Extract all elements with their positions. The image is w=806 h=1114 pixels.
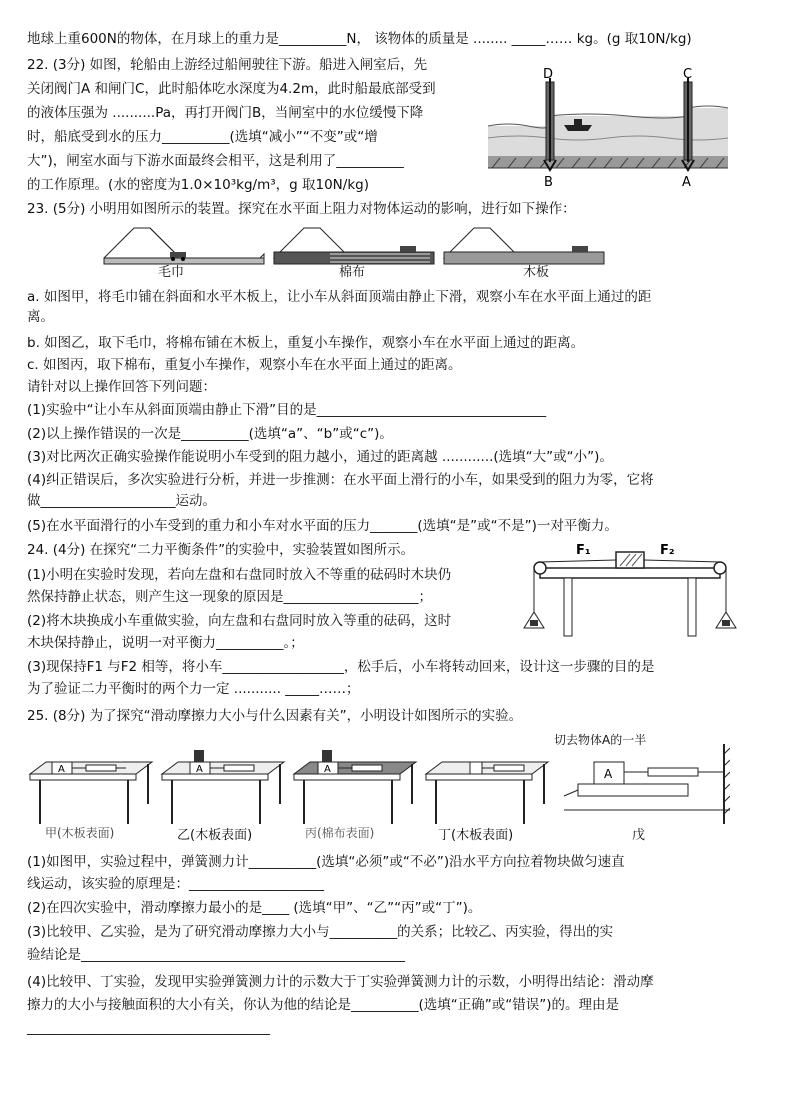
force-f1-label: F₁ xyxy=(576,543,591,558)
q25-part-3: (3)比较甲、乙实验，是为了研究滑动摩擦力大小与__________的关系；比较乙、丙实验，得出的实 xyxy=(27,924,614,940)
fig-label-towel: 毛巾 xyxy=(158,265,185,280)
q22-line: 时，船底受到水的压力__________(选填“减小”“不变”或“增 xyxy=(27,129,378,145)
valve-a-label: A xyxy=(682,175,691,190)
q23-step-a-cont: 离。 xyxy=(27,309,54,325)
q23-part-5: (5)在水平面滑行的小车受到的重力和小车对水平面的压力_______(选填“是”或“不是”)一对平衡力。 xyxy=(27,518,618,534)
q22-line: 大”)，闸室水面与下游水面最终会相平，这是利用了__________ xyxy=(27,153,404,169)
block-a-label: A xyxy=(604,767,613,781)
q23-step-b: b. 如图乙，取下毛巾，将棉布铺在木板上，重复小车操作，观察小车在水平面上通过的距离。 xyxy=(27,335,585,351)
q22-title: 22. (3分) 如图，轮船由上游经过船闸驶往下游。船进入闸室后，先 xyxy=(27,57,428,73)
block-a-label: A xyxy=(324,764,331,775)
q23-part-1: (1)实验中“让小车从斜面顶端由静止下滑”目的是__________________________________ xyxy=(27,402,547,418)
q25-part-1: (1)如图甲，实验过程中，弹簧测力计__________(选填“必须”或“不必”)沿水平方向拉着物块做匀速直 xyxy=(27,854,625,870)
q25-part-2: (2)在四次实验中，滑动摩擦力最小的是____ (选填“甲”、“乙”“丙”或“丁”)。 xyxy=(27,900,482,916)
force-balance-figure xyxy=(520,540,740,648)
block-a-label: A xyxy=(58,764,65,775)
fig-label-bing: 丙(棉布表面) xyxy=(305,826,375,840)
q24-part-2: (2)将木块换成小车重做实验，向左盘和右盘同时放入等重的砝码，这时 xyxy=(27,613,452,629)
q25-part-4-blank: ____________________________________ xyxy=(27,1020,270,1036)
q25-title: 25. (8分) 为了探究“滑动摩擦力大小与什么因素有关”，小明设计如图所示的实验。 xyxy=(27,708,523,724)
q25-part-4-cont: 擦力的大小与接触面积的大小有关，你认为他的结论是__________(选填“正确”或“错误”)的。理由是 xyxy=(27,997,620,1013)
q25-part-3-cont: 验结论是________________________________________________ xyxy=(27,947,405,963)
fig-label-ding: 丁(木板表面) xyxy=(438,828,514,843)
q22-line: 的液体压强为 ..........Pa，再打开阀门B，当闸室中的水位缓慢下降 xyxy=(27,105,424,121)
q23-part-3: (3)对比两次正确实验操作能说明小车受到的阻力越小，通过的距离越 ............(选填“大”或“小”)。 xyxy=(27,449,613,465)
fig-label-jia: 甲(木板表面) xyxy=(45,826,115,840)
q23-step-a: a. 如图甲，将毛巾铺在斜面和水平木板上，让小车从斜面顶端由静止下滑，观察小车在水平面上通过的距 xyxy=(27,289,652,305)
friction-figures xyxy=(24,744,730,830)
q24-part-3: (3)现保持F1 与F2 相等，将小车__________________，松手后，小车将转动回来，设计这一步骤的目的是 xyxy=(27,659,655,675)
gate-d-label: D xyxy=(543,67,554,82)
fig-label-cotton: 棉布 xyxy=(339,265,366,280)
q23-part-2: (2)以上操作错误的一次是__________(选填“a”、“b”或“c”)。 xyxy=(27,426,393,442)
q25-part-4: (4)比较甲、丁实验，发现甲实验弹簧测力计的示数大于丁实验弹簧测力计的示数，小明得出结论：滑动摩 xyxy=(27,974,654,990)
q24-part-1-cont: 然保持静止状态，则产生这一现象的原因是____________________； xyxy=(27,589,432,605)
q22-line: 的工作原理。(水的密度为1.0×10³kg/m³，g 取10N/kg) xyxy=(27,177,369,193)
cut-label: 切去物体A的一半 xyxy=(554,733,647,747)
q24-title: 24. (4分) 在探究“二力平衡条件”的实验中，实验装置如图所示。 xyxy=(27,542,415,558)
gate-c-label: C xyxy=(683,67,693,82)
q23-title: 23. (5分) 小明用如图所示的装置。探究在水平面上阻力对物体运动的影响，进行如下操作： xyxy=(27,201,576,217)
q23-part-4-cont: 做____________________运动。 xyxy=(27,493,216,509)
q23-step-c: c. 如图丙，取下棉布，重复小车操作，观察小车在水平面上通过的距离。 xyxy=(27,357,462,373)
q23-intro: 请针对以上操作回答下列问题： xyxy=(27,379,216,395)
fig-label-yi: 乙(木板表面) xyxy=(177,828,253,843)
fig-label-board: 木板 xyxy=(523,265,550,280)
q25-part-1-cont: 线运动，该实验的原理是：____________________ xyxy=(27,876,324,892)
q24-part-2-cont: 木块保持静止，说明一对平衡力__________。； xyxy=(27,635,304,651)
ship-lock-figure xyxy=(488,64,728,192)
q24-part-3-cont: 为了验证二力平衡时的两个力一定 ........... _____……； xyxy=(27,681,360,697)
block-a-label: A xyxy=(196,764,203,775)
q23-part-4: (4)纠正错误后，多次实验进行分析，并进一步推测：在水平面上滑行的小车，如果受到的阻力为零，它将 xyxy=(27,472,654,488)
valve-b-label: B xyxy=(544,175,553,190)
q24-part-1: (1)小明在实验时发现，若向左盘和右盘同时放入不等重的砝码时木块仍 xyxy=(27,567,452,583)
force-f2-label: F₂ xyxy=(660,543,675,558)
q21-line: 地球上重600N的物体，在月球上的重力是__________N， 该物体的质量是 ........ _____…… kg。(g 取10N/kg) xyxy=(27,31,692,47)
q22-line: 关闭阀门A 和闸门C，此时船体吃水深度为4.2m，此时船最底部受到 xyxy=(27,81,436,97)
fig-label-wu: 戊 xyxy=(632,828,646,843)
